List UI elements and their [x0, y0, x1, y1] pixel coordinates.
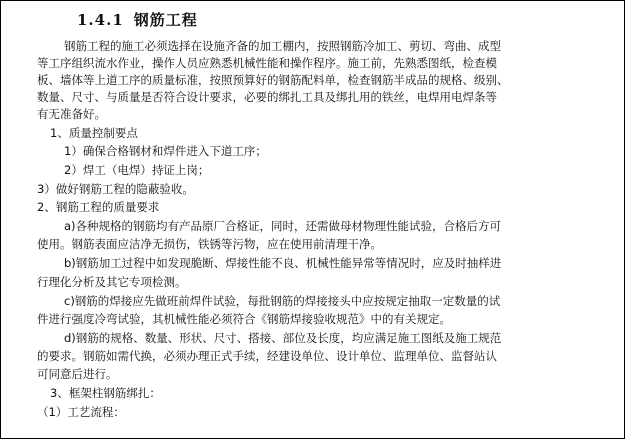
body-line: a)各种规格的钢筋均有产品原厂合格证，同时，还需做母材物理性能试验，合格后方可: [64, 219, 502, 233]
body-line: c)钢筋的焊接应先做班前焊件试验，每批钢筋的焊接接头中应按规定抽取一定数量的试: [64, 294, 501, 308]
body-line: 钢筋工程的施工必须选择在设施齐备的加工棚内，按照钢筋冷加工、剪切、弯曲、成型: [64, 39, 501, 53]
subheading-line: 1、质量控制要点: [50, 126, 138, 140]
body-line: 行理化分析及其它专项检测。: [37, 275, 187, 289]
body-line: 使用。钢筋表面应洁净无损伤，铁锈等污物，应在使用前清理干净。: [37, 237, 382, 251]
section-heading: [77, 9, 198, 30]
subheading-line: 3、框架柱钢筋绑扎：: [50, 386, 161, 400]
list-item: 1）确保合格钢材和焊件进入下道工序；: [64, 144, 267, 158]
body-line: 件进行强度冷弯试验，其机械性能必须符合《钢筋焊接验收规范》中的有关规定。: [37, 312, 451, 326]
body-line: 等工序组织流水作业，操作人员应熟悉机械性能和操作程序。施工前，先熟悉图纸，检查模: [37, 56, 497, 70]
section-number: 1.4.1: [77, 11, 124, 29]
body-line: 数量、尺寸、与质量是否符合设计要求，必要的绑扎工具及绑扎用的铁丝，电焊用电焊条等: [37, 90, 497, 104]
section-title: 钢筋工程: [133, 11, 198, 29]
list-item: 3）做好钢筋工程的隐蔽验收。: [37, 182, 194, 196]
body-line: d)钢筋的规格、数量、形状、尺寸、搭接、部位及长度，均应满足施工图纸及施工规范: [64, 331, 502, 345]
subheading-line: 2、钢筋工程的质量要求: [37, 200, 160, 214]
body-line: 的要求。钢筋如需代换，必须办理正式手续，经建设单位、设计单位、监理单位、监督站认: [37, 349, 497, 363]
list-item: 2）焊工（电焊）持证上岗；: [64, 163, 210, 177]
body-line: 有无准备好。: [37, 107, 106, 121]
body-line: 板、墙体等上道工序的质量标准，按照预算好的钢筋配料单，检查钢筋半成品的规格、级别、: [37, 73, 509, 87]
body-line: b)钢筋加工过程中如发现脆断、焊接性能不良、机械性能异常等情况时，应及时抽样进: [64, 256, 502, 270]
subheading-line: （1）工艺流程：: [37, 405, 125, 419]
body-line: 可同意后进行。: [37, 367, 118, 381]
